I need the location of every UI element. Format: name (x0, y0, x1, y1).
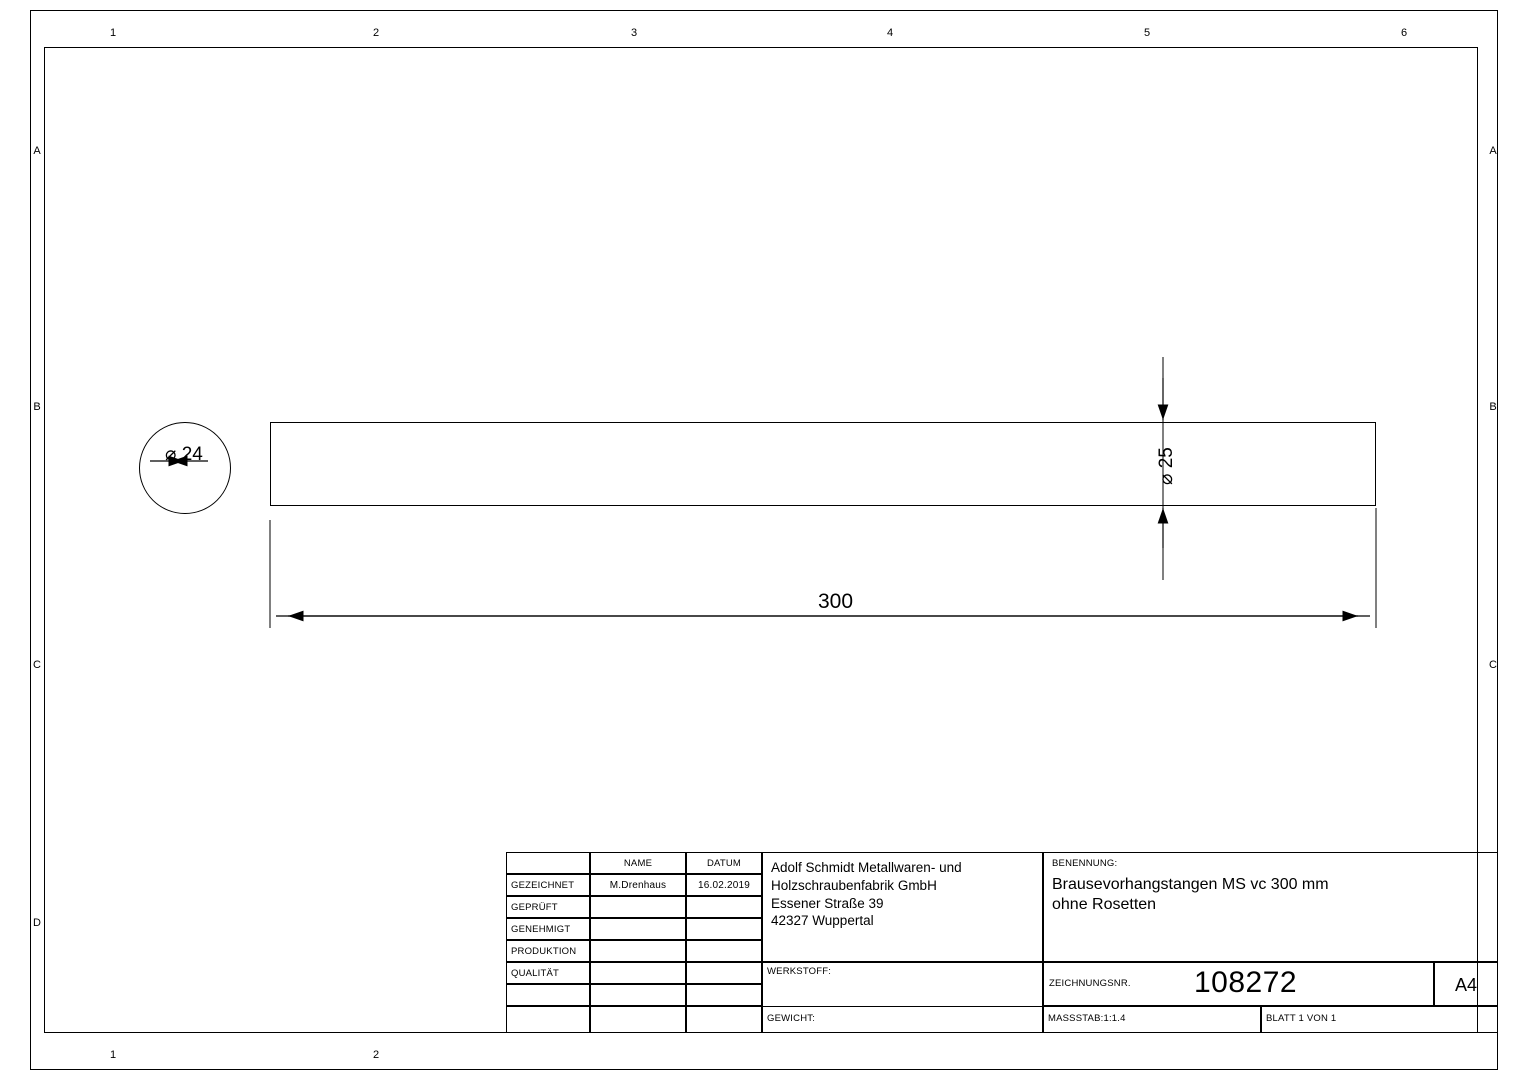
scale-field: MASSSTAB:1:1.4 (1043, 1006, 1261, 1033)
titleblock-row-date-5 (686, 984, 762, 1006)
dim-label-length-300: 300 (818, 590, 854, 613)
zone-label-left-a: A (33, 145, 41, 157)
material-field: WERKSTOFF: (762, 962, 1043, 1033)
titleblock-header-date: DATUM (686, 852, 762, 874)
zone-label-top-2: 2 (372, 27, 380, 39)
zone-label-right-c: C (1489, 659, 1497, 671)
titleblock-row-date-4 (686, 962, 762, 984)
titleblock-row-name-3 (590, 940, 686, 962)
company-line-1: Adolf Schmidt Metallwaren- und (771, 860, 962, 875)
zone-label-top-3: 3 (630, 27, 638, 39)
designation-line-1: Brausevorhangstangen MS vc 300 mm (1052, 876, 1329, 893)
titleblock-row-label-6 (506, 1006, 590, 1033)
drawing-number-value: 108272 (1194, 966, 1298, 999)
titleblock-header-blank (506, 852, 590, 874)
zone-label-right-b: B (1489, 401, 1497, 413)
designation-label: BENENNUNG: (1052, 858, 1118, 869)
titleblock-row-name-2 (590, 918, 686, 940)
titleblock-row-name-6 (590, 1006, 686, 1033)
weight-field: GEWICHT: (762, 1006, 1043, 1033)
dim-label-diameter-24: ⌀ 24 (165, 444, 203, 465)
company-line-2: Holzschraubenfabrik GmbH (771, 877, 937, 893)
zone-label-top-1: 1 (109, 27, 117, 39)
zone-label-left-b: B (33, 401, 41, 413)
titleblock-row-name-0: M.Drenhaus (590, 874, 686, 896)
titleblock-row-date-3 (686, 940, 762, 962)
titleblock-row-name-5 (590, 984, 686, 1006)
zone-label-left-d: D (33, 917, 41, 929)
titleblock-row-label-3: PRODUKTION (506, 940, 590, 962)
sheet-format-cell: A4 (1434, 962, 1498, 1006)
sheet-info-field: BLATT 1 VON 1 (1261, 1006, 1498, 1033)
zone-label-bottom-2: 2 (372, 1049, 380, 1061)
titleblock-row-label-4: QUALITÄT (506, 962, 590, 984)
company-address-block (762, 852, 1043, 962)
zone-label-top-6: 6 (1400, 27, 1408, 39)
titleblock-header-name: NAME (590, 852, 686, 874)
company-line-3: Essener Straße 39 (771, 895, 884, 911)
titleblock-row-date-0: 16.02.2019 (686, 874, 762, 896)
titleblock-row-label-1: GEPRÜFT (506, 896, 590, 918)
designation-line-2: ohne Rosetten (1052, 896, 1157, 914)
titleblock-row-date-1 (686, 896, 762, 918)
zone-label-right-a: A (1489, 145, 1497, 157)
company-line-4: 42327 Wuppertal (771, 913, 874, 929)
zone-label-top-5: 5 (1143, 27, 1151, 39)
titleblock-row-label-5 (506, 984, 590, 1006)
drawing-number-label: ZEICHNUNGSNR. (1049, 978, 1131, 989)
titleblock-row-label-2: GENEHMIGT (506, 918, 590, 940)
zone-label-top-4: 4 (886, 27, 894, 39)
titleblock-row-name-1 (590, 896, 686, 918)
dim-label-diameter-25: ⌀ 25 (1156, 447, 1177, 485)
titleblock-row-date-2 (686, 918, 762, 940)
drawing-number-block (1043, 962, 1434, 1006)
title-block (506, 852, 1498, 1033)
titleblock-row-name-4 (590, 962, 686, 984)
titleblock-row-label-0: GEZEICHNET (506, 874, 590, 896)
zone-label-left-c: C (33, 659, 41, 671)
titleblock-row-date-6 (686, 1006, 762, 1033)
designation-block (1043, 852, 1498, 962)
zone-label-bottom-1: 1 (109, 1049, 117, 1061)
